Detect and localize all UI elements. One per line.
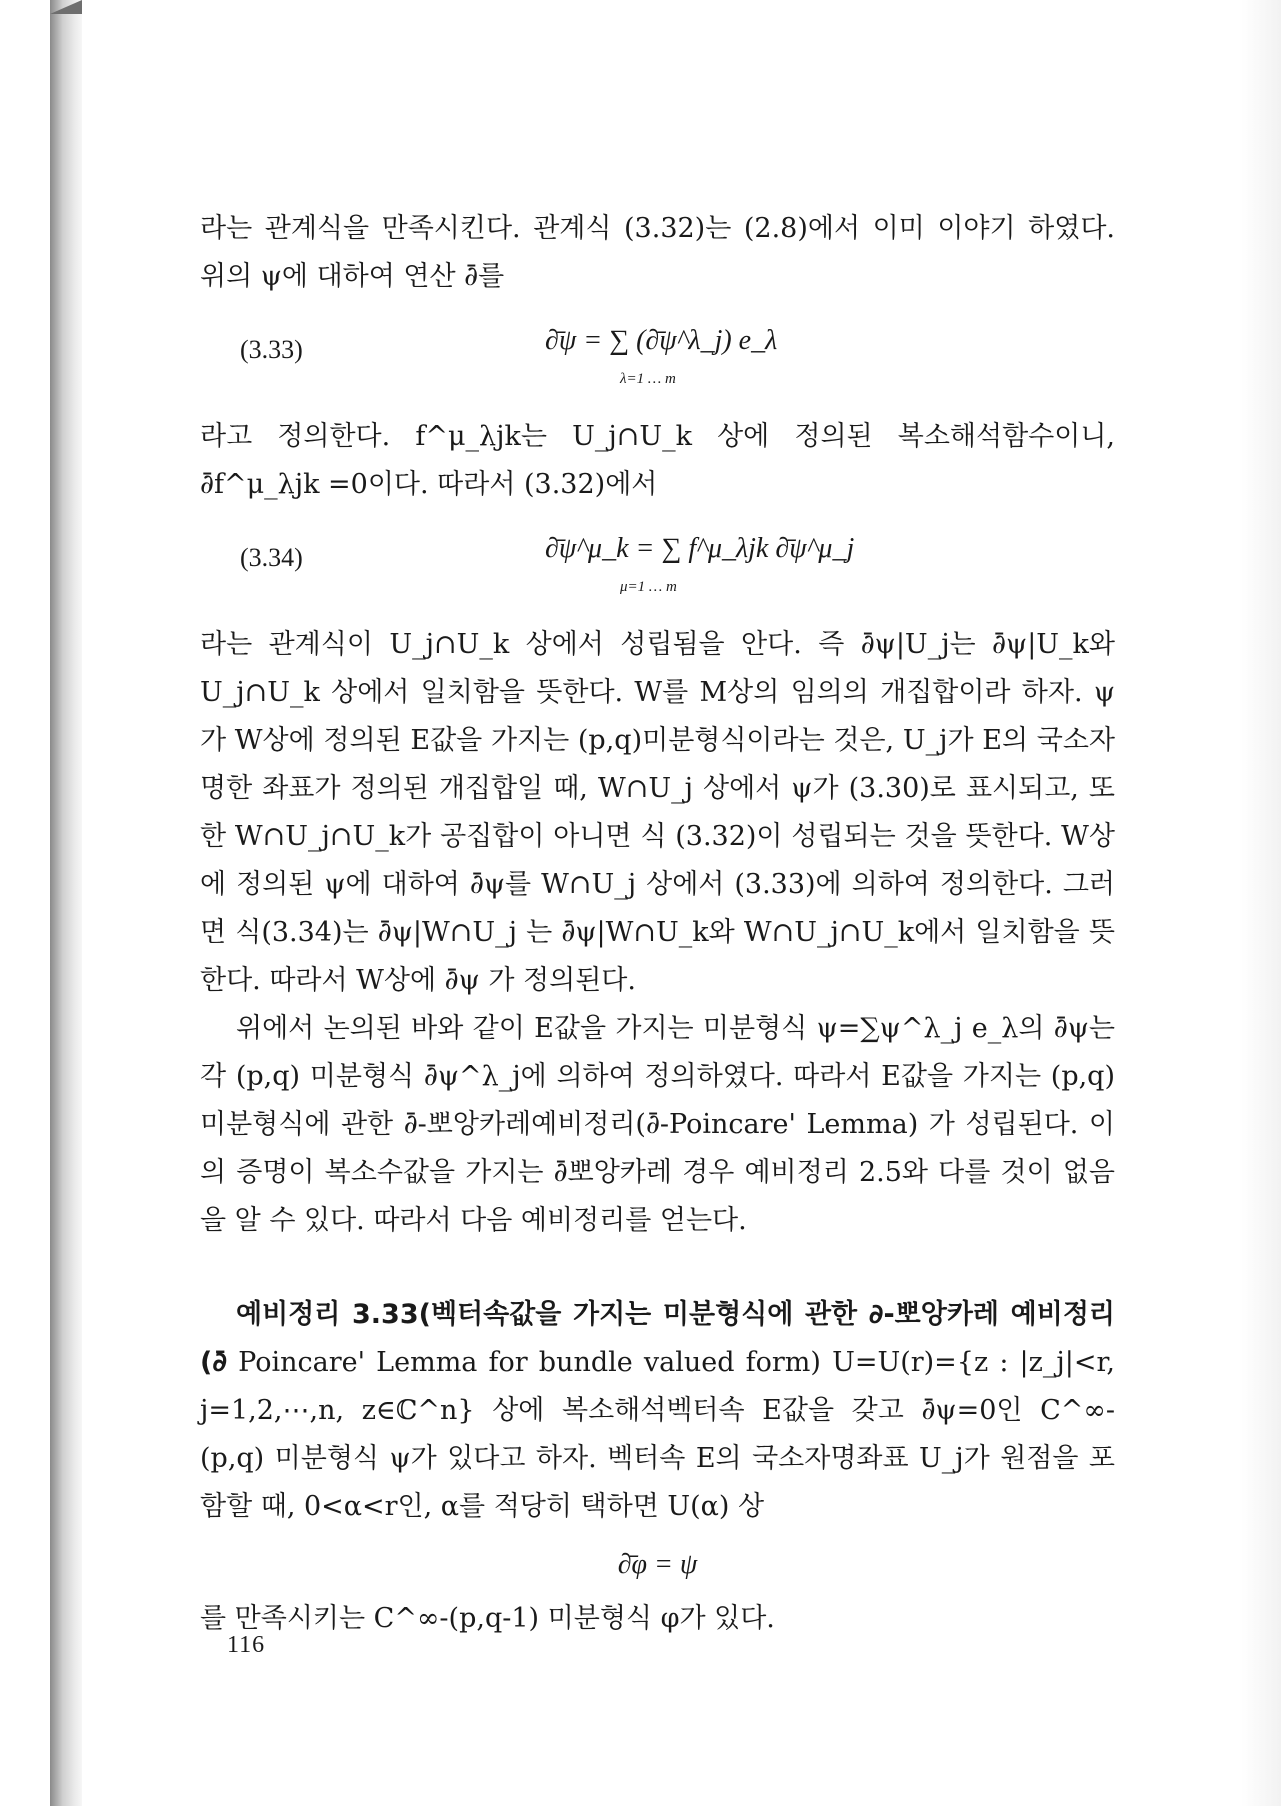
equation-limits: λ=1 … m [620,371,676,387]
lemma-3-33 [200,1291,1115,1643]
page-number: 116 [227,1632,266,1658]
equation-number: (3.33) [240,335,303,364]
lemma-body: Poincare' Lemma for bundle valued form) U=U(r)={z : |z_j|<r, j=1,2,⋯,n, z∈ℂ^n} 상에 복소해석벡터속 E값을 갖고 ∂̄ψ=0인 C^∞-(p,q) 미분형식 ψ가 있다고 하자. 벡터속 E의 국소자명좌표 U_j가 원점을 포함할 때, 0<α<r인, α를 적당히 택하면 U(α) 상 [200,1347,1115,1522]
lemma-heading: 예비정리 3.33(벡터속값을 가지는 미분형식에 관한 ∂-뽀앙카레 예비정리(∂̄ [200,1299,1115,1378]
page-body [200,205,1115,1643]
paragraph-1: 라는 관계식을 만족시킨다. 관계식 (3.32)는 (2.8)에서 이미 이야기 하였다. 위의 ψ에 대하여 연산 ∂̄를 [200,213,1115,292]
lemma-conclusion: 를 만족시키는 C^∞-(p,q-1) 미분형식 φ가 있다. [200,1603,775,1634]
lemma-equation: ∂̄φ = ψ [617,1549,698,1580]
paragraph-2: 라고 정의한다. f^μ_λjk는 U_j∩U_k 상에 정의된 복소해석함수이니, ∂̄f^μ_λjk =0이다. 따라서 (3.32)에서 [200,421,1115,500]
equation-number: (3.34) [240,543,303,572]
book-spine [50,0,82,1806]
equation-formula: ∂̄ψ^μ_k = ∑ f^μ_λjk ∂̄ψ^μ_j [545,533,855,564]
equation-limits: μ=1 … m [620,579,677,595]
paragraph-3: 라는 관계식이 U_j∩U_k 상에서 성립됨을 안다. 즉 ∂̄ψ|U_j는 ∂̄ψ|U_k와 U_j∩U_k 상에서 일치함을 뜻한다. W를 M상의 임의의 개집합이라 하자. ψ가 W상에 정의된 E값을 가지는 (p,q)미분형식이라는 것은, U_j가 E의 국소자명한 좌표가 정의된 개집합일 때, W∩U_j 상에서 ψ가 (3.30)로 표시되고, 또한 W∩U_j∩U_k가 공집합이 아니면 식 (3.32)이 성립되는 것을 뜻한다. W상에 정의된 ψ에 대하여 ∂̄ψ를 W∩U_j 상에서 (3.33)에 의하여 정의한다. 그러면 식(3.34)는 ∂̄ψ|W∩U_j 는 ∂̄ψ|W∩U_k와 W∩U_j∩U_k에서 일치함을 뜻한다. 따라서 W상에 ∂̄ψ 가 정의된다. [200,629,1115,996]
equation-formula: ∂̄ψ = ∑ (∂̄ψ^λ_j) e_λ [545,325,778,356]
lemma-statement [200,1291,1115,1531]
paragraph-4: 위에서 논의된 바와 같이 E값을 가지는 미분형식 ψ=∑ψ^λ_j e_λ의 ∂̄ψ는 각 (p,q) 미분형식 ∂̄ψ^λ_j에 의하여 정의하였다. 따라서 E값을 가지는 (p,q) 미분형식에 관한 ∂̄-뽀앙카레예비정리(∂̄-Poincare' Lemma) 가 성립된다. 이의 증명이 복소수값을 가지는 ∂̄뽀앙카레 경우 예비정리 2.5와 다를 것이 없음을 알 수 있다. 따라서 다음 예비정리를 얻는다. [200,1013,1115,1236]
equation-3-33 [200,307,1115,407]
page-edge [1241,0,1281,1806]
equation-3-34 [200,515,1115,615]
